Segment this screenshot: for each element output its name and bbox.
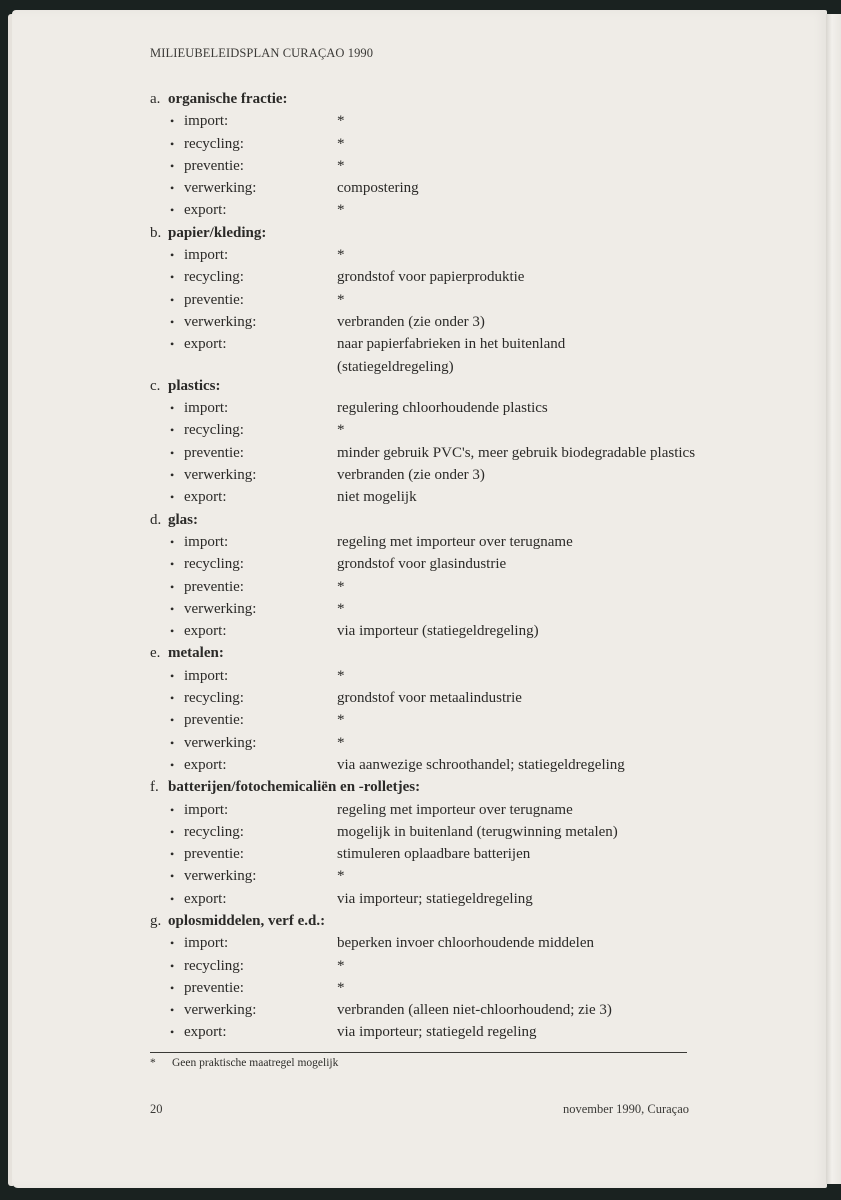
item-value: naar papierfabrieken in het buitenland bbox=[337, 336, 566, 353]
bullet-icon: • bbox=[170, 891, 175, 906]
bullet-icon: • bbox=[170, 292, 175, 307]
item-label: recycling: bbox=[184, 823, 244, 840]
list-item bbox=[150, 110, 710, 132]
list-item bbox=[150, 333, 710, 378]
list-item bbox=[150, 843, 710, 865]
section-letter: g. bbox=[150, 912, 162, 929]
bullet-icon: • bbox=[170, 314, 175, 329]
bullet-icon: • bbox=[170, 579, 175, 594]
item-label: recycling: bbox=[184, 269, 244, 286]
section-organische-fractie bbox=[150, 88, 710, 222]
item-value: via importeur (statiegeldregeling) bbox=[337, 623, 539, 640]
list-item bbox=[150, 955, 710, 977]
list-item bbox=[150, 244, 710, 266]
section-name: organische fractie: bbox=[168, 91, 288, 107]
section-letter: b. bbox=[150, 224, 162, 241]
footnote-divider bbox=[150, 1052, 687, 1053]
list-item bbox=[150, 133, 710, 155]
section-plastics bbox=[150, 375, 710, 509]
list-item bbox=[150, 177, 710, 199]
item-label: export: bbox=[184, 1024, 227, 1041]
item-label: preventie: bbox=[184, 157, 244, 174]
item-label: verwerking: bbox=[184, 467, 257, 484]
item-value: regeling met importeur over terugname bbox=[337, 801, 573, 818]
item-label: recycling: bbox=[184, 957, 244, 974]
bullet-icon: • bbox=[170, 668, 175, 683]
item-label: preventie: bbox=[184, 712, 244, 729]
item-value: grondstof voor papierproduktie bbox=[337, 269, 525, 286]
item-value: * bbox=[337, 113, 345, 130]
item-value: * bbox=[337, 868, 345, 885]
section-name: metalen: bbox=[168, 645, 224, 662]
item-value: * bbox=[337, 202, 345, 219]
item-value: regulering chloorhoudende plastics bbox=[337, 400, 548, 417]
list-item bbox=[150, 687, 710, 709]
bullet-icon: • bbox=[170, 490, 175, 505]
item-value: niet mogelijk bbox=[337, 489, 417, 506]
item-value: via importeur; statiegeld regeling bbox=[337, 1024, 537, 1041]
section-letter: e. bbox=[150, 645, 161, 662]
bullet-icon: • bbox=[170, 468, 175, 483]
section-name: plastics: bbox=[168, 377, 221, 394]
footer-date-place: november 1990, Curaçao bbox=[563, 1102, 690, 1116]
bullet-icon: • bbox=[170, 936, 175, 951]
item-label: recycling: bbox=[184, 422, 244, 439]
item-label: recycling: bbox=[184, 135, 244, 152]
item-value: beperken invoer chloorhoudende middelen bbox=[337, 935, 594, 952]
bullet-icon: • bbox=[170, 557, 175, 572]
item-value: verbranden (zie onder 3) bbox=[337, 467, 485, 484]
item-value: * bbox=[337, 957, 345, 974]
section-title bbox=[150, 509, 710, 531]
waste-stream-list bbox=[150, 88, 710, 1044]
item-label: verwerking: bbox=[184, 734, 257, 751]
list-item bbox=[150, 266, 710, 288]
list-item bbox=[150, 576, 710, 598]
list-item bbox=[150, 199, 710, 221]
section-name: papier/kleding: bbox=[168, 224, 267, 241]
section-letter: f. bbox=[150, 779, 159, 796]
list-item bbox=[150, 665, 710, 687]
item-value: * bbox=[337, 578, 345, 595]
section-letter: d. bbox=[150, 511, 162, 528]
item-label: preventie: bbox=[184, 846, 244, 863]
item-value: compostering bbox=[337, 180, 419, 197]
bullet-icon: • bbox=[170, 114, 175, 129]
list-item bbox=[150, 799, 710, 821]
item-label: export: bbox=[184, 890, 227, 907]
item-label: export: bbox=[184, 623, 227, 640]
bullet-icon: • bbox=[170, 824, 175, 839]
item-value: verbranden (zie onder 3) bbox=[337, 313, 485, 330]
item-label: verwerking: bbox=[184, 180, 257, 197]
item-label: verwerking: bbox=[184, 313, 257, 330]
item-label: verwerking: bbox=[184, 868, 257, 885]
list-item bbox=[150, 865, 710, 887]
bullet-icon: • bbox=[170, 181, 175, 196]
item-label: export: bbox=[184, 202, 227, 219]
footnote-text: Geen praktische maatregel mogelijk bbox=[172, 1057, 339, 1069]
bullet-icon: • bbox=[170, 1003, 175, 1018]
list-item bbox=[150, 289, 710, 311]
section-batterijen-fotochemicalien bbox=[150, 776, 710, 910]
item-value: regeling met importeur over terugname bbox=[337, 533, 573, 550]
bullet-icon: • bbox=[170, 802, 175, 817]
bullet-icon: • bbox=[170, 735, 175, 750]
bullet-icon: • bbox=[170, 203, 175, 218]
list-item bbox=[150, 620, 710, 642]
item-label: recycling: bbox=[184, 690, 244, 707]
item-label: verwerking: bbox=[184, 600, 257, 617]
bullet-icon: • bbox=[170, 337, 175, 352]
section-title bbox=[150, 776, 710, 798]
footnote bbox=[150, 1057, 338, 1069]
list-item bbox=[150, 932, 710, 954]
footnote-mark: * bbox=[150, 1057, 156, 1069]
item-value: minder gebruik PVC's, meer gebruik biodegradable plastics bbox=[337, 444, 696, 461]
item-value: * bbox=[337, 247, 345, 264]
list-item bbox=[150, 888, 710, 910]
item-value: * bbox=[337, 135, 345, 152]
running-header: MILIEUBELEIDSPLAN CURAÇAO 1990 bbox=[150, 46, 374, 60]
item-label: import: bbox=[184, 667, 229, 684]
bullet-icon: • bbox=[170, 757, 175, 772]
list-item bbox=[150, 553, 710, 575]
item-value-continued: (statiegeldregeling) bbox=[337, 358, 454, 375]
item-label: import: bbox=[184, 400, 229, 417]
section-title bbox=[150, 375, 710, 397]
bullet-icon: • bbox=[170, 136, 175, 151]
section-letter: c. bbox=[150, 377, 161, 394]
bullet-icon: • bbox=[170, 270, 175, 285]
bullet-icon: • bbox=[170, 601, 175, 616]
item-label: recycling: bbox=[184, 556, 244, 573]
list-item bbox=[150, 419, 710, 441]
item-value: via importeur; statiegeldregeling bbox=[337, 890, 533, 907]
list-item bbox=[150, 598, 710, 620]
list-item bbox=[150, 311, 710, 333]
bullet-icon: • bbox=[170, 534, 175, 549]
list-item bbox=[150, 999, 710, 1021]
bullet-icon: • bbox=[170, 980, 175, 995]
item-value: stimuleren oplaadbare batterijen bbox=[337, 846, 531, 863]
item-value: * bbox=[337, 712, 345, 729]
section-oplosmiddelen-verf bbox=[150, 910, 710, 1044]
bullet-icon: • bbox=[170, 248, 175, 263]
item-value: verbranden (alleen niet-chloorhoudend; zie 3) bbox=[337, 1002, 612, 1019]
section-title bbox=[150, 910, 710, 932]
list-item bbox=[150, 155, 710, 177]
bullet-icon: • bbox=[170, 1025, 175, 1040]
list-item bbox=[150, 442, 710, 464]
list-item bbox=[150, 754, 710, 776]
item-value: grondstof voor glasindustrie bbox=[337, 556, 507, 573]
bullet-icon: • bbox=[170, 158, 175, 173]
item-value: * bbox=[337, 157, 345, 174]
item-label: import: bbox=[184, 533, 229, 550]
list-item bbox=[150, 464, 710, 486]
list-item bbox=[150, 531, 710, 553]
item-value: * bbox=[337, 667, 345, 684]
section-title bbox=[150, 642, 710, 664]
item-value: grondstof voor metaalindustrie bbox=[337, 690, 522, 707]
item-label: verwerking: bbox=[184, 1002, 257, 1019]
section-letter: a. bbox=[150, 91, 161, 107]
bullet-icon: • bbox=[170, 401, 175, 416]
bullet-icon: • bbox=[170, 869, 175, 884]
section-name: oplosmiddelen, verf e.d.: bbox=[168, 912, 326, 929]
item-value: * bbox=[337, 979, 345, 996]
bullet-icon: • bbox=[170, 691, 175, 706]
item-label: export: bbox=[184, 336, 227, 353]
page-number: 20 bbox=[150, 1102, 163, 1116]
item-value: via aanwezige schroothandel; statiegeldregeling bbox=[337, 756, 625, 773]
page-edge-right bbox=[826, 14, 841, 1184]
bullet-icon: • bbox=[170, 958, 175, 973]
list-item bbox=[150, 732, 710, 754]
section-name: glas: bbox=[168, 511, 198, 528]
bullet-icon: • bbox=[170, 847, 175, 862]
section-glas bbox=[150, 509, 710, 643]
item-label: preventie: bbox=[184, 979, 244, 996]
item-label: preventie: bbox=[184, 578, 244, 595]
item-value: * bbox=[337, 734, 345, 751]
section-title bbox=[150, 222, 710, 244]
list-item bbox=[150, 709, 710, 731]
bullet-icon: • bbox=[170, 423, 175, 438]
section-metalen bbox=[150, 642, 710, 776]
item-label: export: bbox=[184, 489, 227, 506]
list-item bbox=[150, 1021, 710, 1043]
section-name: batterijen/fotochemicaliën en -rolletjes: bbox=[168, 779, 421, 796]
list-item bbox=[150, 821, 710, 843]
section-title bbox=[150, 88, 710, 110]
item-label: import: bbox=[184, 935, 229, 952]
list-item bbox=[150, 977, 710, 999]
item-label: preventie: bbox=[184, 444, 244, 461]
item-label: export: bbox=[184, 756, 227, 773]
item-label: import: bbox=[184, 113, 229, 130]
list-item bbox=[150, 486, 710, 508]
item-label: preventie: bbox=[184, 291, 244, 308]
bullet-icon: • bbox=[170, 445, 175, 460]
section-papier-kleding bbox=[150, 222, 710, 378]
item-value: * bbox=[337, 600, 345, 617]
bullet-icon: • bbox=[170, 624, 175, 639]
list-item bbox=[150, 397, 710, 419]
item-value: mogelijk in buitenland (terugwinning metalen) bbox=[337, 823, 618, 840]
item-value: * bbox=[337, 291, 345, 308]
item-label: import: bbox=[184, 801, 229, 818]
item-value: * bbox=[337, 422, 345, 439]
item-label: import: bbox=[184, 247, 229, 264]
bullet-icon: • bbox=[170, 713, 175, 728]
